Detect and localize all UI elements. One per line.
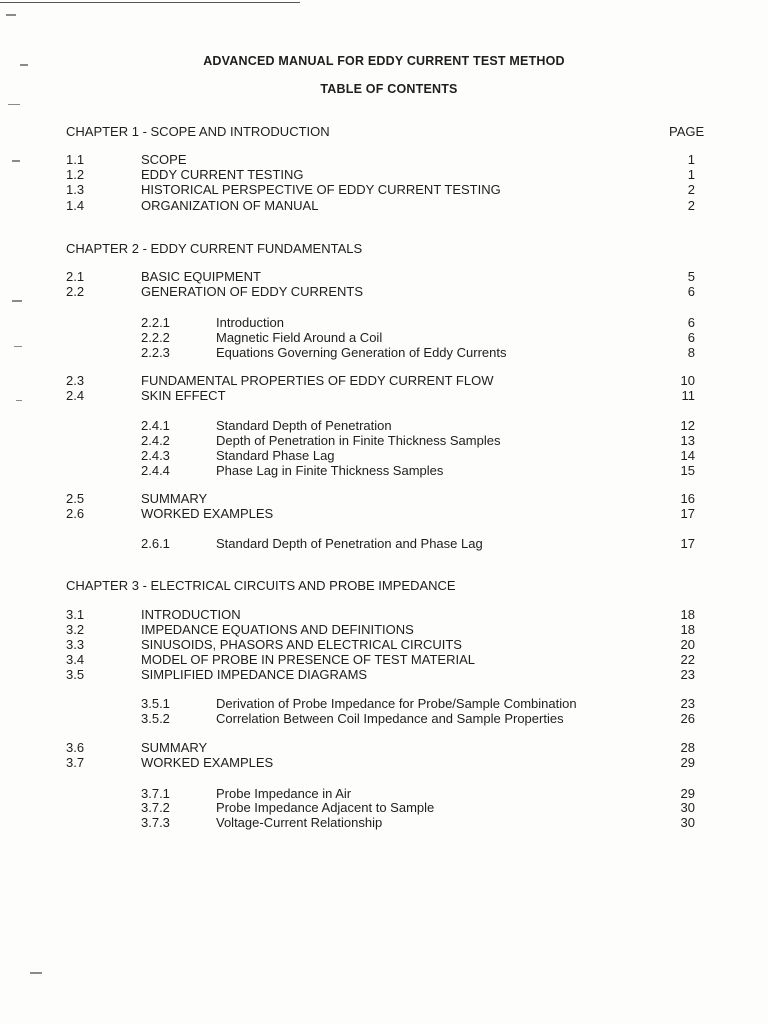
entry-title: CHAPTER 2 - EDDY CURRENT FUNDAMENTALS (66, 241, 363, 256)
entry-page-number: 30 (680, 800, 695, 815)
entry-number: 2.6 (66, 506, 85, 521)
entry-page-number: 29 (680, 755, 695, 770)
document-title: ADVANCED MANUAL FOR EDDY CURRENT TEST METHOD (203, 54, 565, 68)
entry-title: Voltage-Current Relationship (216, 815, 383, 830)
entry-title: MODEL OF PROBE IN PRESENCE OF TEST MATERIAL (141, 652, 475, 667)
entry-number: 3.2 (66, 622, 85, 637)
toc-section-entry (0, 667, 768, 682)
entry-title: SIMPLIFIED IMPEDANCE DIAGRAMS (141, 667, 368, 682)
entry-page-number: 5 (687, 269, 695, 284)
entry-title: Correlation Between Coil Impedance and Sample Properties (216, 711, 564, 726)
entry-title: HISTORICAL PERSPECTIVE OF EDDY CURRENT TESTING (141, 182, 501, 197)
entry-number: 3.3 (66, 637, 85, 652)
entry-page-number: 12 (680, 418, 695, 433)
toc-subsection-entry (0, 786, 768, 801)
entry-number: 3.5.2 (141, 711, 170, 726)
toc-section-entry (0, 182, 768, 197)
entry-title: SCOPE (141, 152, 187, 167)
toc-section-entry (0, 607, 768, 622)
entry-title: Phase Lag in Finite Thickness Samples (216, 463, 444, 478)
entry-title: FUNDAMENTAL PROPERTIES OF EDDY CURRENT FLOW (141, 373, 494, 388)
toc-subsection-entry (0, 711, 768, 726)
chapter-heading (0, 124, 768, 139)
toc-section-entry (0, 388, 768, 403)
entry-title: Standard Depth of Penetration (216, 418, 392, 433)
entry-number: 2.1 (66, 269, 85, 284)
entry-page-number: 1 (687, 167, 695, 182)
entry-number: 1.1 (66, 152, 85, 167)
entry-page-number: 18 (680, 607, 695, 622)
entry-page-number: 6 (687, 284, 695, 299)
toc-subsection-entry (0, 696, 768, 711)
toc-subsection-entry (0, 463, 768, 478)
toc-section-entry (0, 284, 768, 299)
entry-title: Equations Governing Generation of Eddy Currents (216, 345, 507, 360)
toc-section-entry (0, 755, 768, 770)
entry-number: 2.2 (66, 284, 85, 299)
toc-subsection-entry (0, 433, 768, 448)
entry-title: ORGANIZATION OF MANUAL (141, 198, 319, 213)
entry-title: Standard Phase Lag (216, 448, 335, 463)
entry-page-number: 13 (680, 433, 695, 448)
entry-page-number: 8 (687, 345, 695, 360)
entry-number: 3.7 (66, 755, 85, 770)
entry-page-number: 14 (680, 448, 695, 463)
entry-number: 3.6 (66, 740, 85, 755)
entry-number: 3.7.3 (141, 815, 170, 830)
toc-subsection-entry (0, 315, 768, 330)
entry-page-number: 29 (680, 786, 695, 801)
entry-title: CHAPTER 1 - SCOPE AND INTRODUCTION (66, 124, 330, 139)
chapter-heading (0, 578, 768, 593)
toc-section-entry (0, 269, 768, 284)
entry-number: 2.4.1 (141, 418, 170, 433)
entry-title: Introduction (216, 315, 284, 330)
entry-title: Derivation of Probe Impedance for Probe/Sample Combination (216, 696, 577, 711)
entry-title: INTRODUCTION (141, 607, 241, 622)
entry-title: Probe Impedance in Air (216, 786, 352, 801)
chapter-heading (0, 241, 768, 256)
entry-page-number: 2 (687, 198, 695, 213)
entry-page-number: 11 (681, 388, 695, 403)
entry-title: SUMMARY (141, 491, 208, 506)
entry-page-number: 26 (680, 711, 695, 726)
entry-number: 3.4 (66, 652, 85, 667)
entry-title: SUMMARY (141, 740, 208, 755)
entry-page-number: 15 (680, 463, 695, 478)
toc-subsection-entry (0, 345, 768, 360)
entry-number: 3.1 (66, 607, 85, 622)
toc-subsection-entry (0, 330, 768, 345)
entry-page-number: 23 (680, 667, 695, 682)
toc-subsection-entry (0, 536, 768, 551)
page-column-header: PAGE (669, 124, 705, 139)
entry-number: 1.4 (66, 198, 85, 213)
entry-number: 2.4 (66, 388, 85, 403)
entry-title: EDDY CURRENT TESTING (141, 167, 304, 182)
entry-title: Standard Depth of Penetration and Phase Lag (216, 536, 483, 551)
toc-subsection-entry (0, 800, 768, 815)
toc-section-entry (0, 373, 768, 388)
entry-page-number: 28 (680, 740, 695, 755)
entry-number: 3.5 (66, 667, 85, 682)
toc-subsection-entry (0, 418, 768, 433)
toc-section-entry (0, 637, 768, 652)
toc-section-entry (0, 740, 768, 755)
entry-title: SINUSOIDS, PHASORS AND ELECTRICAL CIRCUITS (141, 637, 462, 652)
entry-number: 1.3 (66, 182, 85, 197)
toc-section-entry (0, 506, 768, 521)
entry-number: 2.4.4 (141, 463, 170, 478)
entry-page-number: 6 (687, 315, 695, 330)
entry-page-number: 22 (680, 652, 695, 667)
entry-page-number: 17 (680, 536, 695, 551)
entry-title: WORKED EXAMPLES (141, 506, 274, 521)
entry-page-number: 17 (680, 506, 695, 521)
entry-title: Depth of Penetration in Finite Thickness Samples (216, 433, 501, 448)
entry-page-number: 10 (680, 373, 695, 388)
entry-number: 1.2 (66, 167, 85, 182)
entry-number: 3.7.2 (141, 800, 170, 815)
entry-title: BASIC EQUIPMENT (141, 269, 261, 284)
entry-title: WORKED EXAMPLES (141, 755, 274, 770)
toc-heading: TABLE OF CONTENTS (320, 82, 458, 96)
entry-title: IMPEDANCE EQUATIONS AND DEFINITIONS (141, 622, 414, 637)
entry-page-number: 20 (680, 637, 695, 652)
entry-number: 2.5 (66, 491, 85, 506)
entry-number: 3.5.1 (141, 696, 170, 711)
toc-section-entry (0, 622, 768, 637)
toc-section-entry (0, 491, 768, 506)
entry-title: SKIN EFFECT (141, 388, 226, 403)
entry-number: 2.2.2 (141, 330, 170, 345)
entry-title: Probe Impedance Adjacent to Sample (216, 800, 435, 815)
entry-number: 2.3 (66, 373, 85, 388)
entry-number: 2.4.3 (141, 448, 170, 463)
toc-section-entry (0, 167, 768, 182)
entry-title: CHAPTER 3 - ELECTRICAL CIRCUITS AND PROBE IMPEDANCE (66, 578, 456, 593)
entry-number: 3.7.1 (141, 786, 170, 801)
toc-section-entry (0, 652, 768, 667)
toc-subsection-entry (0, 815, 768, 830)
entry-page-number: 2 (687, 182, 695, 197)
entry-page-number: 16 (680, 491, 695, 506)
toc-section-entry (0, 198, 768, 213)
entry-title: Magnetic Field Around a Coil (216, 330, 383, 345)
entry-page-number: 23 (680, 696, 695, 711)
entry-page-number: 18 (680, 622, 695, 637)
entry-title: GENERATION OF EDDY CURRENTS (141, 284, 363, 299)
entry-page-number: 30 (680, 815, 695, 830)
entry-page-number: 1 (687, 152, 695, 167)
entry-number: 2.4.2 (141, 433, 170, 448)
entry-number: 2.6.1 (141, 536, 170, 551)
toc-subsection-entry (0, 448, 768, 463)
entry-page-number: 6 (687, 330, 695, 345)
entry-number: 2.2.3 (141, 345, 170, 360)
toc-section-entry (0, 152, 768, 167)
entry-number: 2.2.1 (141, 315, 170, 330)
